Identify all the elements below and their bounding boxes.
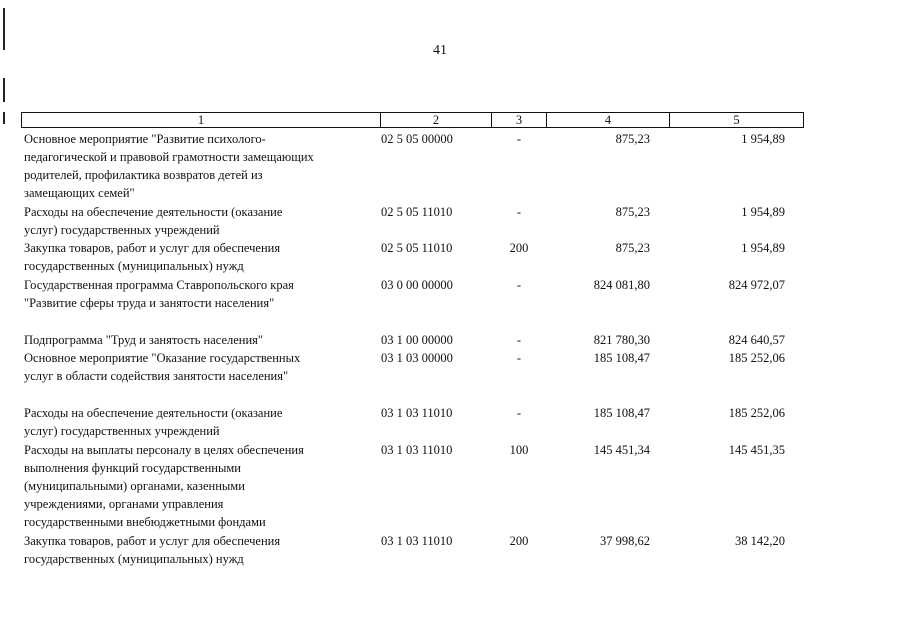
row-code: 03 1 00 00000	[381, 333, 453, 347]
row-value-5: 1 954,89	[741, 132, 785, 146]
row-code: 03 1 03 11010	[381, 443, 453, 457]
page-number: 41	[433, 43, 447, 58]
row-value-4: 875,23	[615, 241, 650, 255]
row-code: 02 5 05 11010	[381, 205, 453, 219]
row-code: 03 0 00 00000	[381, 278, 453, 292]
row-type: -	[516, 351, 522, 365]
row-value-4: 185 108,47	[593, 406, 650, 420]
table-header-row	[21, 112, 804, 128]
row-value-5: 824 972,07	[728, 278, 785, 292]
header-col-5: 5	[733, 113, 740, 127]
row-code: 02 5 05 11010	[381, 241, 453, 255]
row-name: Расходы на выплаты персоналу в целях обеспечения выполнения функций государственными (муниципальными) органами, казенными учреждениями, органами управления государственными внебюджетными фондами	[24, 443, 304, 529]
row-type: -	[516, 132, 522, 146]
header-col-2: 2	[432, 113, 440, 127]
row-code: 03 1 03 11010	[381, 534, 453, 548]
row-value-4: 37 998,62	[600, 534, 650, 548]
row-name: Расходы на обеспечение деятельности (оказание услуг) государственных учреждений	[24, 205, 283, 237]
header-col-3: 3	[515, 113, 523, 127]
row-value-5: 1 954,89	[741, 205, 785, 219]
row-name: Государственная программа Ставропольского края "Развитие сферы труда и занятости населения"	[24, 278, 294, 310]
row-type: -	[516, 333, 522, 347]
scan-edge-mark	[3, 78, 5, 102]
row-name: Закупка товаров, работ и услуг для обеспечения государственных (муниципальных) нужд	[24, 534, 281, 566]
row-code: 03 1 03 00000	[381, 351, 453, 365]
row-code: 02 5 05 00000	[381, 132, 453, 146]
row-name: Подпрограмма "Труд и занятость населения"	[24, 333, 264, 347]
row-value-4: 875,23	[615, 205, 650, 219]
row-code: 03 1 03 11010	[381, 406, 453, 420]
row-value-4: 185 108,47	[593, 351, 650, 365]
row-value-5: 185 252,06	[728, 406, 785, 420]
header-col-1: 1	[197, 113, 205, 127]
row-value-5: 824 640,57	[728, 333, 785, 347]
row-name: Расходы на обеспечение деятельности (оказание услуг) государственных учреждений	[24, 406, 283, 438]
row-value-4: 145 451,34	[593, 443, 650, 457]
row-value-5: 145 451,35	[728, 443, 785, 457]
row-name: Закупка товаров, работ и услуг для обеспечения государственных (муниципальных) нужд	[24, 241, 281, 273]
row-value-5: 185 252,06	[728, 351, 785, 365]
row-value-5: 38 142,20	[735, 534, 785, 548]
row-type: 200	[509, 534, 529, 548]
row-value-4: 821 780,30	[593, 333, 650, 347]
row-value-5: 1 954,89	[741, 241, 785, 255]
row-type: -	[516, 205, 522, 219]
row-name: Основное мероприятие "Оказание государственных услуг в области содействия занятости населения"	[24, 351, 301, 383]
row-value-4: 824 081,80	[593, 278, 650, 292]
row-type: 100	[509, 443, 529, 457]
row-name: Основное мероприятие "Развитие психолого- педагогической и правовой грамотности замещающих родителей, профилактика возвратов детей из замещающих семей"	[24, 132, 314, 200]
header-col-4: 4	[604, 113, 612, 127]
row-type: -	[516, 406, 522, 420]
row-type: -	[516, 278, 522, 292]
scan-edge-mark	[3, 112, 5, 124]
row-value-4: 875,23	[615, 132, 650, 146]
row-type: 200	[509, 241, 529, 255]
